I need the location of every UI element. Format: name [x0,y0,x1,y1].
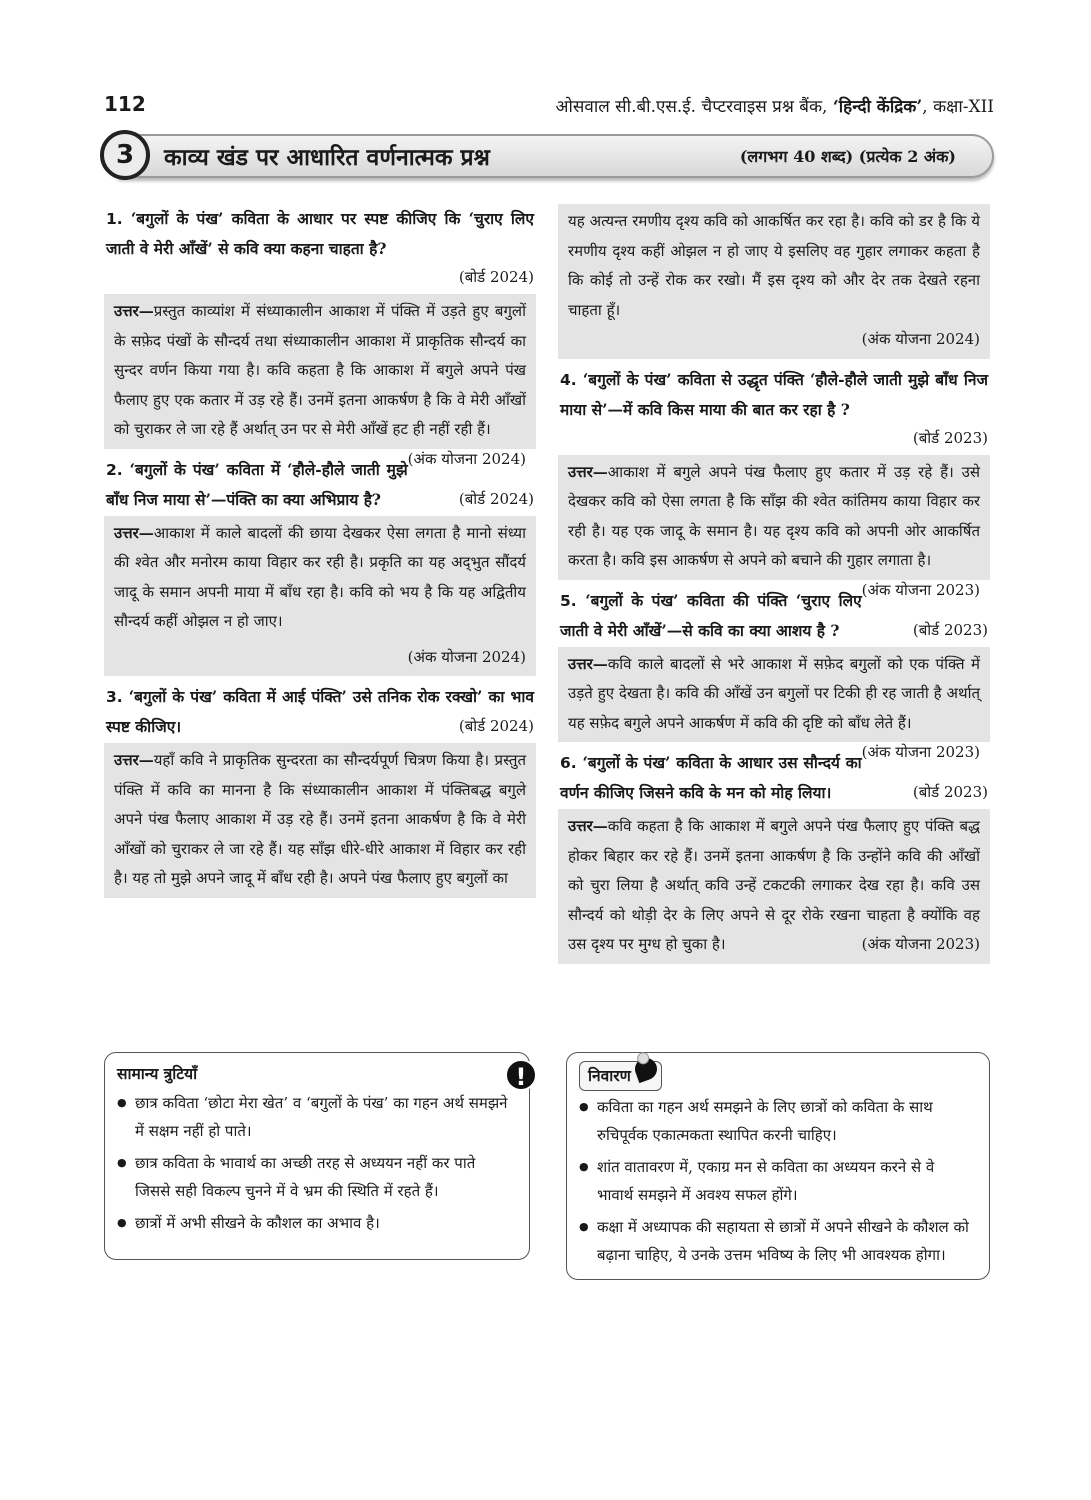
section-title: काव्य खंड पर आधारित वर्णनात्मक प्रश्न [164,144,490,171]
question-4 [558,365,990,424]
lightbulb-icon [632,1055,660,1083]
answer-lead: उत्तर— [568,817,608,835]
answer-lead: उत्तर— [114,523,154,542]
answer-lead: उत्तर— [114,302,154,320]
answer-text: कवि कहता है कि आकाश में बगुले अपने पंख फैलाए हुए पंक्ति बद्ध होकर बिहार कर रहे हैं। उनमें इतना आकर्षण है कि उन्होंने कवि की आँखों को चुरा लिया है अर्थात् कवि उन्हें टकटकी लगाकर देख रहा है। कवि उस सौन्दर्य को थोड़ी देर के लिए अपने से दूर रोके रखना चाहता है क्योंकि वह उस दृश्य पर मुग्ध हो चुका है। [568,817,980,953]
board-year: (बोर्ड 2023) [912,783,988,801]
answer-4 [558,455,990,599]
answer-6 [558,809,990,964]
answer-text: आकाश में बगुले अपने पंख फैलाए हुए कतार में उड़ रहे हैं। उसे देखकर कवि को ऐसा लगता है कि साँझ की श्वेत कांतिमय काया विहार कर रही है। यह एक जादू के समान है। यह दृश्य कवि को अपनी ओर आकर्षित करता है। कवि इस आकर्षण से अपने को बचाने की गुहार लगाता है। [568,462,980,569]
question-text: ‘बगुलों के पंख’ कविता के आधार उस सौन्दर्य का वर्णन कीजिए जिसने कवि के मन को मोह लिया। [560,753,862,802]
question-number: 4. [560,370,577,389]
answer-text: यहाँ कवि ने प्राकृतिक सुन्दरता का सौन्दर्यपूर्ण चित्रण किया है। प्रस्तुत पंक्ति में कवि का मानना है कि संध्याकालीन आकाश में पंक्तिबद्ध बगुले अपने पंख फैलाए आकाश में उड़ रहे हैं। उनमें इतना आकर्षण है कि वे मेरी आँखों को चुराकर ले जा रहे हैं। यह साँझ धीरे-धीरे आकाश में विहार कर रही है। यह तो मुझे अपने जादू में बाँध रही है। अपने पंख फैलाए हुए बगुलों का [114,751,526,887]
board-year: (बोर्ड 2024) [458,717,534,735]
book-title-suffix: , कक्षा-XII [922,97,994,117]
answer-lead: उत्तर— [568,654,608,673]
solution-title: निवारण [588,1066,631,1085]
answer-1 [104,294,536,468]
question-text: ‘बगुलों के पंख’ कविता की पंक्ति ‘चुराए लिए जाती वे मेरी आँखें’—से कवि का क्या आशय है ? [560,590,862,640]
list-item: ● कविता का गहन अर्थ समझने के लिए छात्रों को कविता के साथ रुचिपूर्वक एकात्मकता स्थापित करनी चाहिए। [579,1093,975,1149]
board-year: (बोर्ड 2024) [458,489,534,508]
common-errors-title: सामान्य त्रुटियाँ [117,1064,198,1083]
marking-scheme: (अंक योजना 2024) [407,647,526,666]
section-banner [100,130,994,182]
marking-scheme: (अंक योजना 2024) [861,330,980,348]
common-errors-list [117,1089,515,1237]
solution-box [566,1052,990,1280]
board-year: (बोर्ड 2023) [912,428,988,447]
board-year: (बोर्ड 2023) [912,620,988,639]
answer-3-continued [558,204,990,359]
list-item: ● छात्र कविता ‘छोटा मेरा खेत’ व ‘बगुलों के पंख’ का गहन अर्थ समझने में सक्षम नहीं हो पाते। [117,1089,515,1145]
answer-text-continued: यह अत्यन्त रमणीय दृश्य कवि को आकर्षित कर रहा है। कवि को डर है कि ये रमणीय दृश्य कहीं ओझल न हो जाए ये इसलिए वह गुहार लगाकर कहता है कि कोई तो उन्हें रोक कर रखो। मैं इस दृश्य को और देर तक देखते रहना चाहता हूँ। [568,212,980,319]
question-text: ‘बगुलों के पंख’ कविता से उद्धृत पंक्ति ‘हौले-हौले जाती मुझे बाँध निज माया से’—में कवि किस माया की बात कर रहा है ? [560,369,988,419]
question-number: 2. [106,460,123,479]
marking-scheme: (अंक योजना 2023) [861,743,980,761]
answer-3 [104,743,536,898]
question-text: ‘बगुलों के पंख’ कविता के आधार पर स्पष्ट कीजिए कि ‘चुराए लिए जाती वे मेरी आँखें’ से कवि क्या कहना चाहता है? [106,209,534,258]
answer-lead: उत्तर— [568,462,608,481]
answer-lead: उत्तर— [114,751,154,769]
solution-list [579,1093,975,1269]
solution-title-tab [579,1061,662,1091]
book-title-prefix: ओसवाल सी.बी.एस.ई. चैप्टरवाइस प्रश्न बैंक, [555,97,833,117]
list-item: ● शांत वातावरण में, एकाग्र मन से कविता का अध्ययन करने से वे भावार्थ समझने में अवश्य सफल होंगे। [579,1153,975,1209]
section-meta: (लगभग 40 शब्द) (प्रत्येक 2 अंक) [739,147,956,166]
question-number: 1. [106,210,123,228]
answer-text: प्रस्तुत काव्यांश में संध्याकालीन आकाश में पंक्ति में उड़ते हुए बगुलों के सफ़ेद पंखों के सौन्दर्य तथा संध्याकालीन आकाश में प्राकृतिक सौन्दर्य का सुन्दर वर्णन किया गया है। कवि कहता है कि आकाश में बगुले अपने पंख फैलाए हुए एक कतार में उड़ रहे हैं। उनमें इतना आकर्षण है कि वे मेरी आँखों को चुराकर ले जा रहे हैं अर्थात् उन पर से मेरी आँखें हट ही नहीं रही हैं। [114,302,526,438]
answer-text: कवि काले बादलों से भरे आकाश में सफ़ेद बगुलों को एक पंक्ति में उड़ते हुए देखता है। कवि की आँखें उन बगुलों पर टिकी ही रह जाती है अर्थात् यह सफ़ेद बगुले अपने आकर्षण में कवि की दृष्टि को बाँध लेते हैं। [568,654,980,732]
page-header [104,92,994,122]
answer-2 [104,516,536,677]
answer-text: आकाश में काले बादलों की छाया देखकर ऐसा लगता है मानो संध्या की श्वेत और मनोरम काया विहार कर रही है। प्रकृति का यह अद्‌भुत सौंदर्य जादू के समान अपनी माया में बाँध रहा है। कवि को भय है कि यह अद्वितीय सौन्दर्य कहीं ओझल न हो जाए। [114,523,526,630]
list-item: ● छात्र कविता के भावार्थ का अच्छी तरह से अध्ययन नहीं कर पाते जिससे सही विकल्प चुनने में वे भ्रम की स्थिति में रहते हैं। [117,1149,515,1205]
question-number: 5. [560,591,577,610]
board-year: (बोर्ड 2024) [458,268,534,286]
marking-scheme: (अंक योजना 2024) [407,449,526,468]
question-text: ‘बगुलों के पंख’ कविता में आई पंक्ति’ उसे तनिक रोक रक्खो’ का भाव स्पष्ट कीजिए। [106,687,534,736]
list-item: ● छात्रों में अभी सीखने के कौशल का अभाव है। [117,1209,515,1237]
question-3 [104,682,536,741]
section-number: 3 [100,130,150,180]
book-title-bold: ‘हिन्दी केंद्रिक’ [832,97,923,117]
page-number: 112 [104,92,146,116]
left-column [104,204,536,904]
marking-scheme: (अंक योजना 2023) [861,580,980,599]
common-errors-box [104,1052,530,1260]
answer-5 [558,647,990,761]
question-1 [104,204,536,263]
exclamation-icon: ! [505,1059,537,1091]
right-column [558,204,990,970]
marking-scheme: (अंक योजना 2023) [861,935,980,953]
book-title [556,94,995,117]
list-item: ● कक्षा में अध्यापक की सहायता से छात्रों में अपने सीखने के कौशल को बढ़ाना चाहिए, ये उनके उत्तम भविष्य के लिए भी आवश्यक होगा। [579,1213,975,1269]
question-number: 3. [106,688,123,706]
question-text: ‘बगुलों के पंख’ कविता में ‘हौले-हौले जाती मुझे बाँध निज माया से’—पंक्ति का क्या अभिप्राय है? [106,459,408,509]
question-number: 6. [560,754,577,772]
